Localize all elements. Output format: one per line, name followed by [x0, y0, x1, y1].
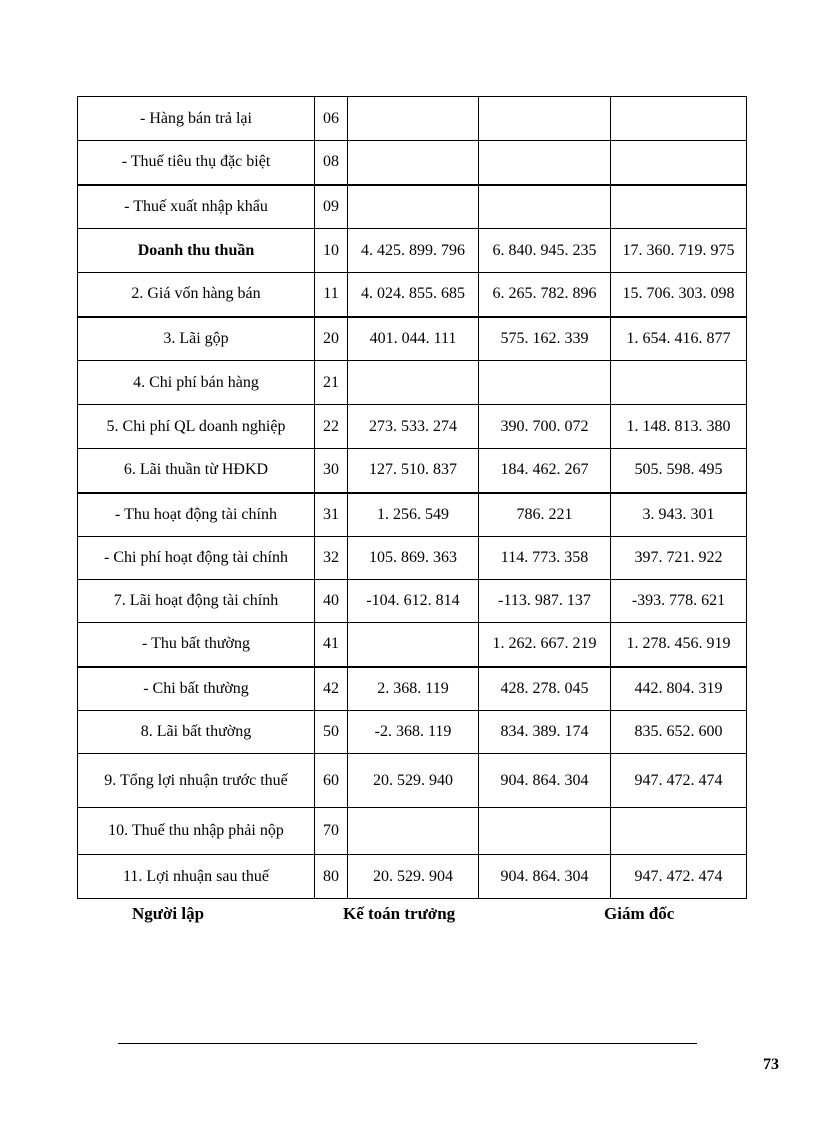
row-code: 80	[315, 855, 348, 899]
value-col-2	[479, 185, 611, 229]
value-col-1	[348, 185, 479, 229]
value-col-3: 947. 472. 474	[611, 754, 747, 808]
value-col-2	[479, 808, 611, 855]
table-row	[78, 493, 747, 537]
value-col-2: 6. 265. 782. 896	[479, 273, 611, 317]
row-code: 50	[315, 711, 348, 754]
value-col-3: 15. 706. 303. 098	[611, 273, 747, 317]
value-col-3	[611, 97, 747, 141]
value-col-1: 401. 044. 111	[348, 317, 479, 361]
value-col-1	[348, 808, 479, 855]
row-label: 10. Thuế thu nhập phải nộp	[78, 808, 315, 855]
row-label: - Chi bất thường	[78, 667, 315, 711]
row-label: - Thuế tiêu thụ đặc biệt	[78, 141, 315, 185]
value-col-1: 273. 533. 274	[348, 405, 479, 449]
row-code: 32	[315, 537, 348, 580]
row-code: 20	[315, 317, 348, 361]
value-col-1: -2. 368. 119	[348, 711, 479, 754]
value-col-3: -393. 778. 621	[611, 580, 747, 623]
table-row	[78, 361, 747, 405]
table-row	[78, 405, 747, 449]
value-col-3	[611, 808, 747, 855]
value-col-3: 397. 721. 922	[611, 537, 747, 580]
value-col-1: 4. 024. 855. 685	[348, 273, 479, 317]
row-label: Doanh thu thuần	[78, 229, 315, 273]
value-col-2: 1. 262. 667. 219	[479, 623, 611, 667]
value-col-1: 105. 869. 363	[348, 537, 479, 580]
value-col-2	[479, 361, 611, 405]
value-col-3: 835. 652. 600	[611, 711, 747, 754]
row-label: 9. Tổng lợi nhuận trước thuế	[78, 754, 315, 808]
row-code: 09	[315, 185, 348, 229]
row-label: 7. Lãi hoạt động tài chính	[78, 580, 315, 623]
table-row	[78, 537, 747, 580]
table-row	[78, 449, 747, 493]
value-col-1	[348, 623, 479, 667]
table-row	[78, 141, 747, 185]
value-col-2: 184. 462. 267	[479, 449, 611, 493]
value-col-1: 20. 529. 940	[348, 754, 479, 808]
value-col-2	[479, 97, 611, 141]
table-row	[78, 808, 747, 855]
row-code: 22	[315, 405, 348, 449]
row-label: 5. Chi phí QL doanh nghiệp	[78, 405, 315, 449]
row-label: - Hàng bán trả lại	[78, 97, 315, 141]
row-label: - Thu hoạt động tài chính	[78, 493, 315, 537]
value-col-3	[611, 141, 747, 185]
value-col-2: 904. 864. 304	[479, 855, 611, 899]
row-code: 11	[315, 273, 348, 317]
value-col-1: 4. 425. 899. 796	[348, 229, 479, 273]
value-col-3: 3. 943. 301	[611, 493, 747, 537]
row-code: 06	[315, 97, 348, 141]
row-label: 8. Lãi bất thường	[78, 711, 315, 754]
value-col-2: 428. 278. 045	[479, 667, 611, 711]
signature-block	[0, 904, 816, 926]
row-label: - Chi phí hoạt động tài chính	[78, 537, 315, 580]
row-code: 70	[315, 808, 348, 855]
value-col-2: 6. 840. 945. 235	[479, 229, 611, 273]
table-row	[78, 229, 747, 273]
value-col-1: 1. 256. 549	[348, 493, 479, 537]
value-col-3: 1. 148. 813. 380	[611, 405, 747, 449]
value-col-2: 390. 700. 072	[479, 405, 611, 449]
table-row	[78, 580, 747, 623]
row-code: 30	[315, 449, 348, 493]
value-col-1: 2. 368. 119	[348, 667, 479, 711]
value-col-1: -104. 612. 814	[348, 580, 479, 623]
value-col-2: 575. 162. 339	[479, 317, 611, 361]
table-row	[78, 754, 747, 808]
table-row	[78, 623, 747, 667]
value-col-3: 1. 654. 416. 877	[611, 317, 747, 361]
value-col-1	[348, 141, 479, 185]
value-col-3	[611, 361, 747, 405]
table-row	[78, 317, 747, 361]
value-col-2: -113. 987. 137	[479, 580, 611, 623]
value-col-1	[348, 97, 479, 141]
value-col-2: 904. 864. 304	[479, 754, 611, 808]
row-label: 2. Giá vốn hàng bán	[78, 273, 315, 317]
page-number: 73	[763, 1056, 779, 1073]
value-col-2: 786. 221	[479, 493, 611, 537]
row-code: 21	[315, 361, 348, 405]
signature-preparer: Người lập	[132, 904, 205, 923]
value-col-2: 114. 773. 358	[479, 537, 611, 580]
value-col-1: 20. 529. 904	[348, 855, 479, 899]
row-label: - Thuế xuất nhập khẩu	[78, 185, 315, 229]
table-row	[78, 667, 747, 711]
row-label: 3. Lãi gộp	[78, 317, 315, 361]
value-col-3	[611, 185, 747, 229]
row-code: 08	[315, 141, 348, 185]
value-col-1	[348, 361, 479, 405]
row-code: 41	[315, 623, 348, 667]
value-col-1: 127. 510. 837	[348, 449, 479, 493]
table-row	[78, 97, 747, 141]
value-col-3: 947. 472. 474	[611, 855, 747, 899]
value-col-3: 505. 598. 495	[611, 449, 747, 493]
value-col-2	[479, 141, 611, 185]
table-row	[78, 855, 747, 899]
row-label: 11. Lợi nhuận sau thuế	[78, 855, 315, 899]
row-label: 4. Chi phí bán hàng	[78, 361, 315, 405]
row-label: - Thu bất thường	[78, 623, 315, 667]
value-col-3: 442. 804. 319	[611, 667, 747, 711]
value-col-3: 1. 278. 456. 919	[611, 623, 747, 667]
value-col-3: 17. 360. 719. 975	[611, 229, 747, 273]
row-code: 31	[315, 493, 348, 537]
footer-divider	[118, 1043, 697, 1044]
value-col-2: 834. 389. 174	[479, 711, 611, 754]
row-code: 10	[315, 229, 348, 273]
table-row	[78, 185, 747, 229]
income-statement-table	[77, 96, 747, 899]
table-row	[78, 711, 747, 754]
signature-chief-accountant: Kế toán trưởng	[343, 904, 456, 923]
row-code: 40	[315, 580, 348, 623]
table-row	[78, 273, 747, 317]
row-code: 42	[315, 667, 348, 711]
signature-director: Giám đốc	[604, 904, 675, 923]
row-code: 60	[315, 754, 348, 808]
row-label: 6. Lãi thuần từ HĐKD	[78, 449, 315, 493]
